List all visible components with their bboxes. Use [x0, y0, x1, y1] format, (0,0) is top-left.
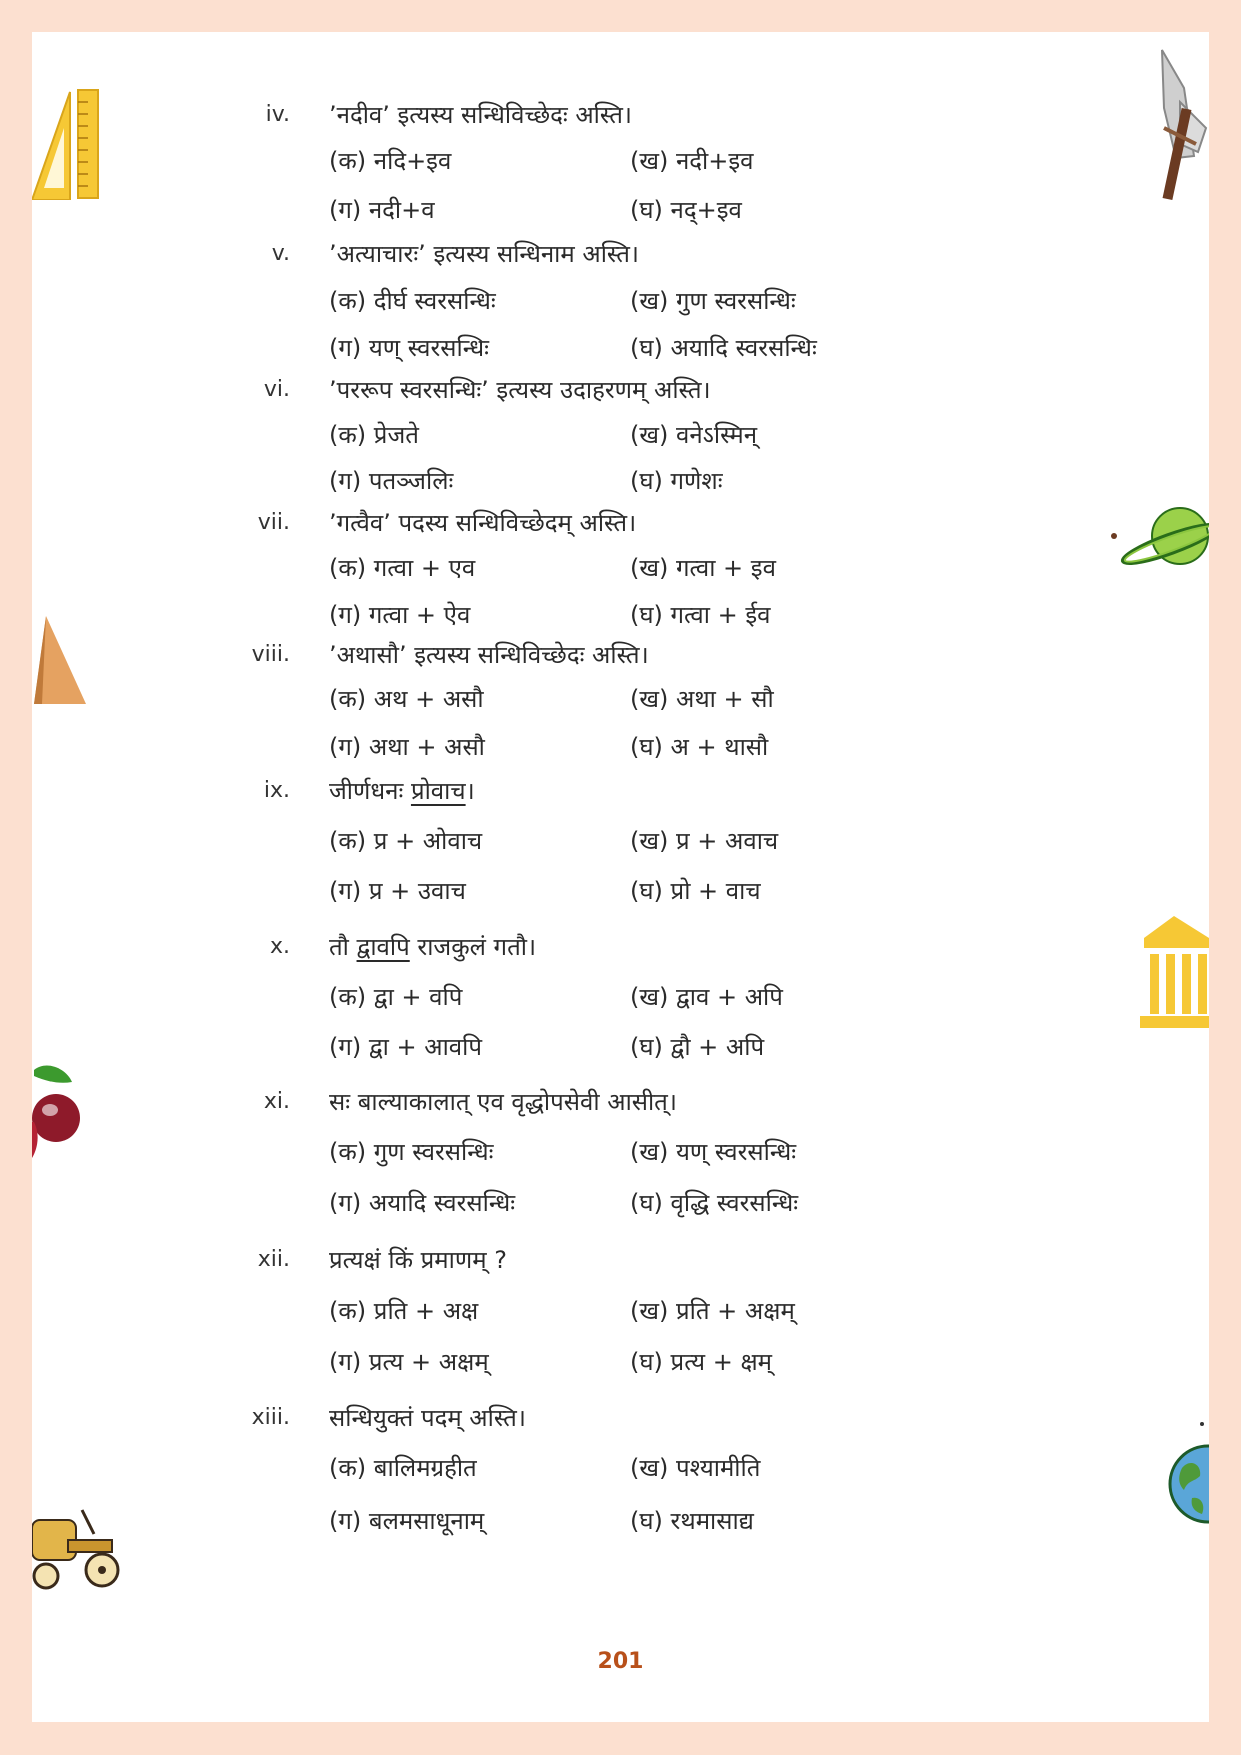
option-gha[interactable]: (घ) नद्+इव [630, 196, 742, 224]
option-ga[interactable]: (ग) नदी+व [329, 196, 435, 224]
option-ka[interactable]: (क) द्वा + वपि [329, 983, 463, 1011]
option-ka[interactable]: (क) बालिमग्रहीत [329, 1454, 477, 1482]
option-ga[interactable]: (ग) बलमसाधूनाम् [329, 1507, 485, 1535]
option-ka[interactable]: (क) प्र + ओवाच [329, 827, 483, 855]
option-gha[interactable]: (घ) प्रो + वाच [630, 877, 761, 905]
underlined-word: द्वावपि [356, 933, 410, 961]
option-kha[interactable]: (ख) पश्यामीति [630, 1454, 761, 1482]
option-kha[interactable]: (ख) वनेऽस्मिन् [630, 421, 758, 449]
option-kha[interactable]: (ख) गत्वा + इव [630, 554, 776, 582]
page [32, 32, 1209, 1722]
question-text: ’अत्याचारः’ इत्यस्य सन्धिनाम अस्ति। [329, 240, 640, 268]
pyramid-icon [32, 614, 88, 706]
option-gha[interactable]: (घ) अ + थासौ [630, 733, 769, 761]
option-ka[interactable]: (क) दीर्घ स्वरसन्धिः [329, 287, 496, 315]
option-kha[interactable]: (ख) यण् स्वरसन्धिः [630, 1138, 797, 1166]
question-number: vi. [263, 377, 290, 402]
question-number: xiii. [251, 1405, 290, 1430]
ruler-set-square-icon [32, 88, 102, 200]
question-number: viii. [251, 642, 290, 667]
option-gha[interactable]: (घ) गणेशः [630, 467, 723, 495]
question-text: प्रत्यक्षं किं प्रमाणम् ? [329, 1246, 507, 1274]
option-kha[interactable]: (ख) नदी+इव [630, 147, 754, 175]
option-ka[interactable]: (क) अथ + असौ [329, 685, 484, 713]
option-gha[interactable]: (घ) प्रत्य + क्षम् [630, 1348, 773, 1376]
page-number: 201 [597, 1649, 644, 1674]
question-text: ’अथासौ’ इत्यस्य सन्धिविच्छेदः अस्ति। [329, 641, 649, 669]
option-ka[interactable]: (क) गत्वा + एव [329, 554, 476, 582]
question-text: ’पररूप स्वरसन्धिः’ इत्यस्य उदाहरणम् अस्ति। [329, 376, 711, 404]
question-text: सन्धियुक्तं पदम् अस्ति। [329, 1404, 526, 1432]
globe-icon [1168, 1420, 1209, 1525]
option-ka[interactable]: (क) गुण स्वरसन्धिः [329, 1138, 494, 1166]
option-gha[interactable]: (घ) द्वौ + अपि [630, 1033, 765, 1061]
question-text: ’गत्वैव’ पदस्य सन्धिविच्छेदम् अस्ति। [329, 509, 637, 537]
option-kha[interactable]: (ख) द्वाव + अपि [630, 983, 783, 1011]
option-kha[interactable]: (ख) प्रति + अक्षम् [630, 1297, 795, 1325]
stone-tool-icon [1150, 48, 1210, 203]
question-text: जीर्णधनः प्रोवाच। [329, 777, 475, 805]
chariot-icon [32, 1500, 126, 1590]
option-ga[interactable]: (ग) गत्वा + ऐव [329, 601, 471, 629]
planet-icon [1110, 500, 1209, 570]
question-number: xi. [263, 1089, 290, 1114]
fruit-leaf-icon [32, 1062, 84, 1162]
question-text: ’नदीव’ इत्यस्य सन्धिविच्छेदः अस्ति। [329, 101, 633, 129]
question-number: vii. [257, 510, 290, 535]
option-ga[interactable]: (ग) यण् स्वरसन्धिः [329, 334, 489, 362]
option-gha[interactable]: (घ) वृद्धि स्वरसन्धिः [630, 1189, 799, 1217]
question-number: iv. [265, 102, 290, 127]
option-ga[interactable]: (ग) अयादि स्वरसन्धिः [329, 1189, 516, 1217]
option-kha[interactable]: (ख) अथा + सौ [630, 685, 774, 713]
option-ga[interactable]: (ग) प्रत्य + अक्षम् [329, 1348, 489, 1376]
option-ga[interactable]: (ग) प्र + उवाच [329, 877, 466, 905]
option-ga[interactable]: (ग) अथा + असौ [329, 733, 485, 761]
option-ka[interactable]: (क) नदि+इव [329, 147, 452, 175]
option-gha[interactable]: (घ) रथमासाद्य [630, 1507, 754, 1535]
option-gha[interactable]: (घ) अयादि स्वरसन्धिः [630, 334, 817, 362]
option-kha[interactable]: (ख) गुण स्वरसन्धिः [630, 287, 796, 315]
question-text: सः बाल्याकालात् एव वृद्धोपसेवी आसीत्। [329, 1088, 677, 1116]
question-number: x. [269, 934, 290, 959]
question-number: xii. [257, 1247, 290, 1272]
option-kha[interactable]: (ख) प्र + अवाच [630, 827, 779, 855]
question-number: ix. [263, 778, 290, 803]
option-gha[interactable]: (घ) गत्वा + ईव [630, 601, 771, 629]
underlined-word: प्रोवाच [410, 777, 466, 805]
question-number: v. [271, 241, 290, 266]
option-ka[interactable]: (क) प्रेजते [329, 421, 419, 449]
option-ga[interactable]: (ग) पतञ्जलिः [329, 467, 454, 495]
option-ka[interactable]: (क) प्रति + अक्ष [329, 1297, 479, 1325]
temple-icon [1140, 912, 1209, 1030]
option-ga[interactable]: (ग) द्वा + आवपि [329, 1033, 482, 1061]
question-text: तौ द्वावपि राजकुलं गतौ। [329, 933, 537, 961]
